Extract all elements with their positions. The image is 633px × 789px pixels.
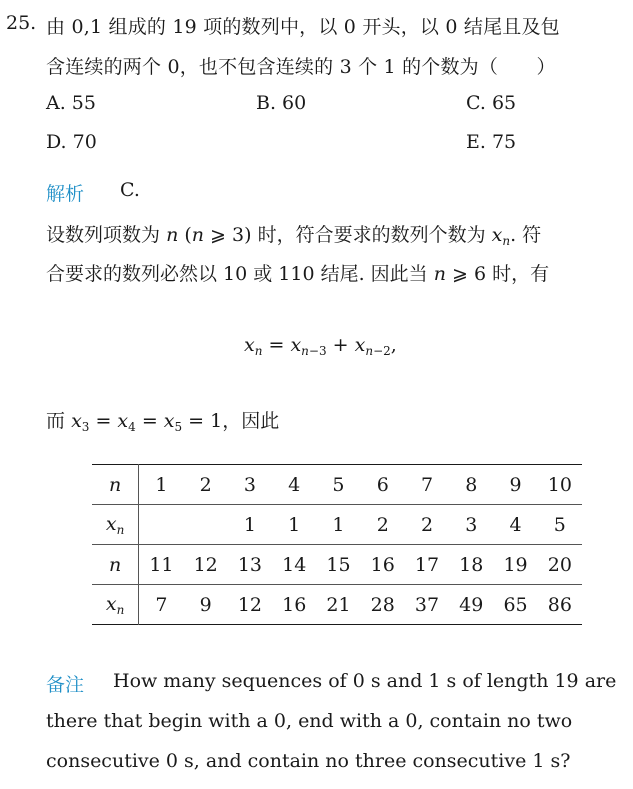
note-line-1: How many sequences of 0 s and 1 s of length 19 are — [113, 670, 617, 692]
table-cell: 16 — [361, 545, 405, 585]
table-cell — [139, 505, 184, 545]
table-cell: 16 — [282, 593, 307, 616]
table-cell: 4 — [272, 465, 316, 505]
table-cell: 6 — [361, 465, 405, 505]
table-cell: 37 — [414, 593, 440, 616]
table-cell: 13 — [228, 545, 272, 585]
table-cell: 10 — [538, 465, 582, 505]
table-header-n: n — [92, 465, 139, 505]
table-cell: 2 — [184, 465, 228, 505]
table-cell: 9 — [493, 465, 537, 505]
option-e: E. 75 — [466, 131, 517, 153]
recurrence-formula: $x_n = x_{n-3} + x_{n-2}$, — [244, 334, 397, 358]
table-cell: 15 — [316, 545, 360, 585]
table-cell: 14 — [272, 545, 316, 585]
table-cell: 65 — [503, 593, 528, 616]
table-cell: 3 — [228, 465, 272, 505]
table-cell: 1 — [272, 505, 316, 545]
table-cell: 7 — [155, 593, 168, 616]
table-cell: 11 — [139, 545, 184, 585]
option-a: A. 55 — [46, 92, 96, 114]
solution-line-1: 设数列项数为 n (n ⩾ 3) 时，符合要求的数列个数为 $x_n$. 符 — [46, 224, 542, 248]
table-cell: 49 — [459, 593, 484, 616]
table-header-n: n — [92, 545, 139, 585]
table-cell: 12 — [237, 593, 263, 616]
note-line-2: there that begin with a 0, end with a 0, contain no two — [46, 710, 573, 732]
table-cell: 12 — [184, 545, 228, 585]
table-cell: 7 — [405, 465, 449, 505]
table-cell — [184, 505, 228, 545]
table-cell: 3 — [449, 505, 493, 545]
table-cell: 17 — [405, 545, 449, 585]
table-cell: 9 — [199, 593, 212, 616]
initial-values-line: 而 $x_3 = x_4 = x_5 = 1$，因此 — [46, 410, 280, 434]
table-cell: 1 — [316, 505, 360, 545]
table-cell: 5 — [538, 505, 582, 545]
table-cell: 2 — [361, 505, 405, 545]
solution-answer: C. — [120, 179, 140, 201]
table-header-x: $x_n$ — [92, 585, 139, 625]
table-cell: 1 — [228, 505, 272, 545]
table-cell: 2 — [405, 505, 449, 545]
table-cell: 8 — [449, 465, 493, 505]
option-c: C. 65 — [466, 92, 517, 114]
table-cell: 1 — [139, 465, 184, 505]
problem-line-1: 由 0,1 组成的 19 项的数列中，以 0 开头，以 0 结尾且及包 — [46, 16, 560, 38]
note-heading: 备注 — [46, 674, 85, 696]
table-cell: 19 — [493, 545, 537, 585]
problem-line-2: 含连续的两个 0，也不包含连续的 3 个 1 的个数为（ ） — [46, 56, 556, 78]
table-cell: 86 — [547, 593, 572, 616]
problem-number: 25. — [6, 12, 37, 34]
table-cell: 20 — [538, 545, 582, 585]
note-line-3: consecutive 0 s, and contain no three consecutive 1 s? — [46, 750, 571, 772]
table-row-n — [92, 465, 582, 505]
table-header-x: $x_n$ — [92, 505, 139, 545]
table-row-x — [92, 505, 582, 545]
sequence-table — [92, 464, 582, 625]
option-d: D. 70 — [46, 131, 97, 153]
table-row-x — [92, 585, 582, 625]
solution-line-2: 合要求的数列必然以 10 或 110 结尾. 因此当 n ⩾ 6 时，有 — [46, 263, 550, 285]
table-cell: 4 — [493, 505, 537, 545]
table-row-n — [92, 545, 582, 585]
table-cell: 28 — [370, 593, 395, 616]
table-cell: 5 — [316, 465, 360, 505]
table-cell: 18 — [449, 545, 493, 585]
table-cell: 21 — [326, 593, 351, 616]
option-b: B. 60 — [256, 92, 307, 114]
solution-heading: 解析 — [46, 183, 85, 205]
